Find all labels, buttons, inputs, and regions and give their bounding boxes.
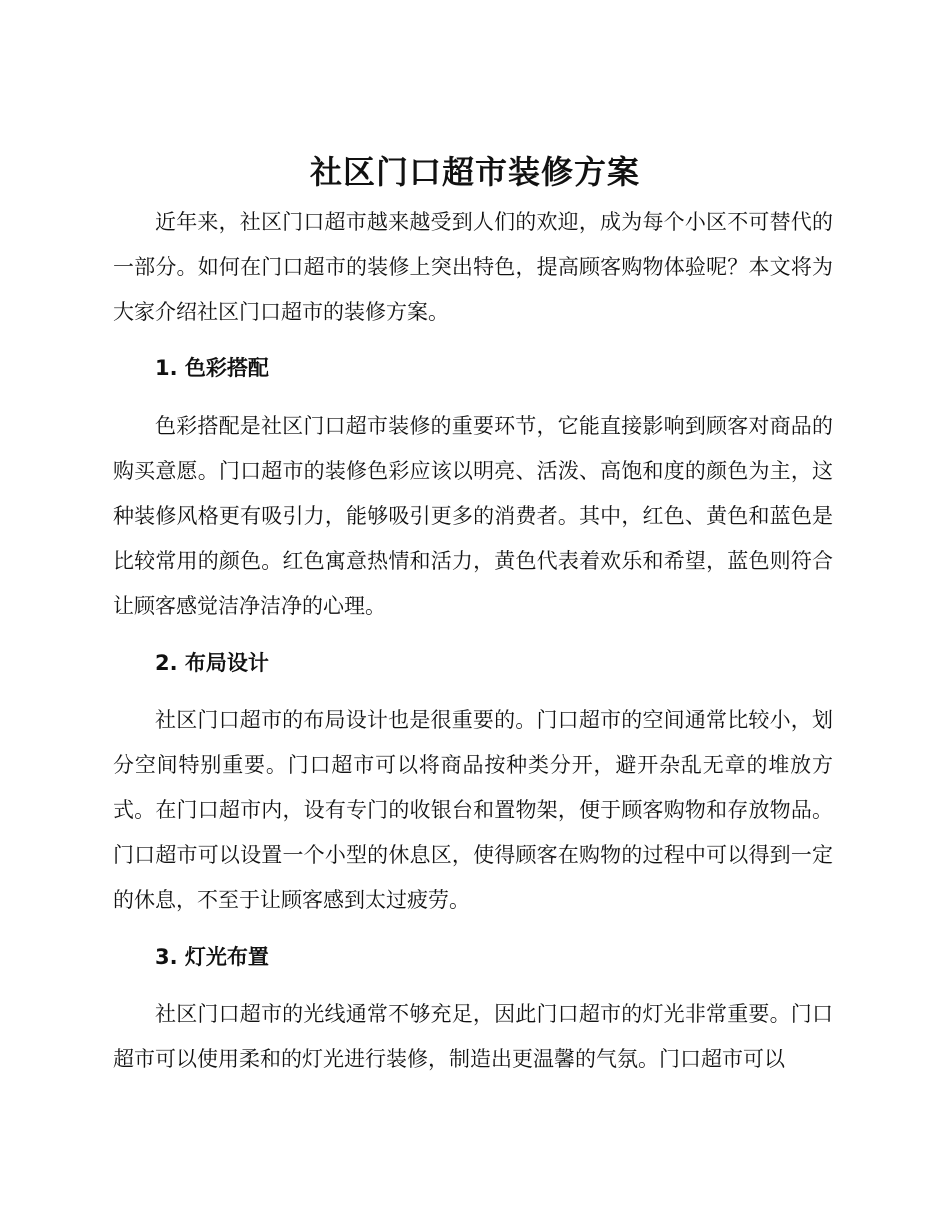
section-heading-layout: 2. 布局设计	[155, 651, 269, 675]
section-body-lighting: 社区门口超市的光线通常不够充足，因此门口超市的灯光非常重要。门口超市可以使用柔和的灯光进行装修，制造出更温馨的气氛。门口超市可以	[113, 1002, 833, 1071]
document-title: 社区门口超市装修方案	[309, 153, 640, 191]
section-heading-lighting: 3. 灯光布置	[155, 945, 269, 969]
section-heading-color: 1. 色彩搭配	[155, 356, 269, 380]
intro-paragraph: 近年来，社区门口超市越来越受到人们的欢迎，成为每个小区不可替代的一部分。如何在门口超市的装修上突出特色，提高顾客购物体验呢？本文将为大家介绍社区门口超市的装修方案。	[113, 210, 833, 324]
section-body-layout: 社区门口超市的布局设计也是很重要的。门口超市的空间通常比较小，划分空间特别重要。门口超市可以将商品按种类分开，避开杂乱无章的堆放方式。在门口超市内，设有专门的收银台和置物架，便于顾客购物和存放物品。门口超市可以设置一个小型的休息区，使得顾客在购物的过程中可以得到一定的休息，不至于让顾客感到太过疲劳。	[113, 708, 833, 912]
section-body-color: 色彩搭配是社区门口超市装修的重要环节，它能直接影响到顾客对商品的购买意愿。门口超市的装修色彩应该以明亮、活泼、高饱和度的颜色为主，这种装修风格更有吸引力，能够吸引更多的消费者。其中，红色、黄色和蓝色是比较常用的颜色。红色寓意热情和活力，黄色代表着欢乐和希望，蓝色则符合让顾客感觉洁净洁净的心理。	[113, 414, 833, 618]
